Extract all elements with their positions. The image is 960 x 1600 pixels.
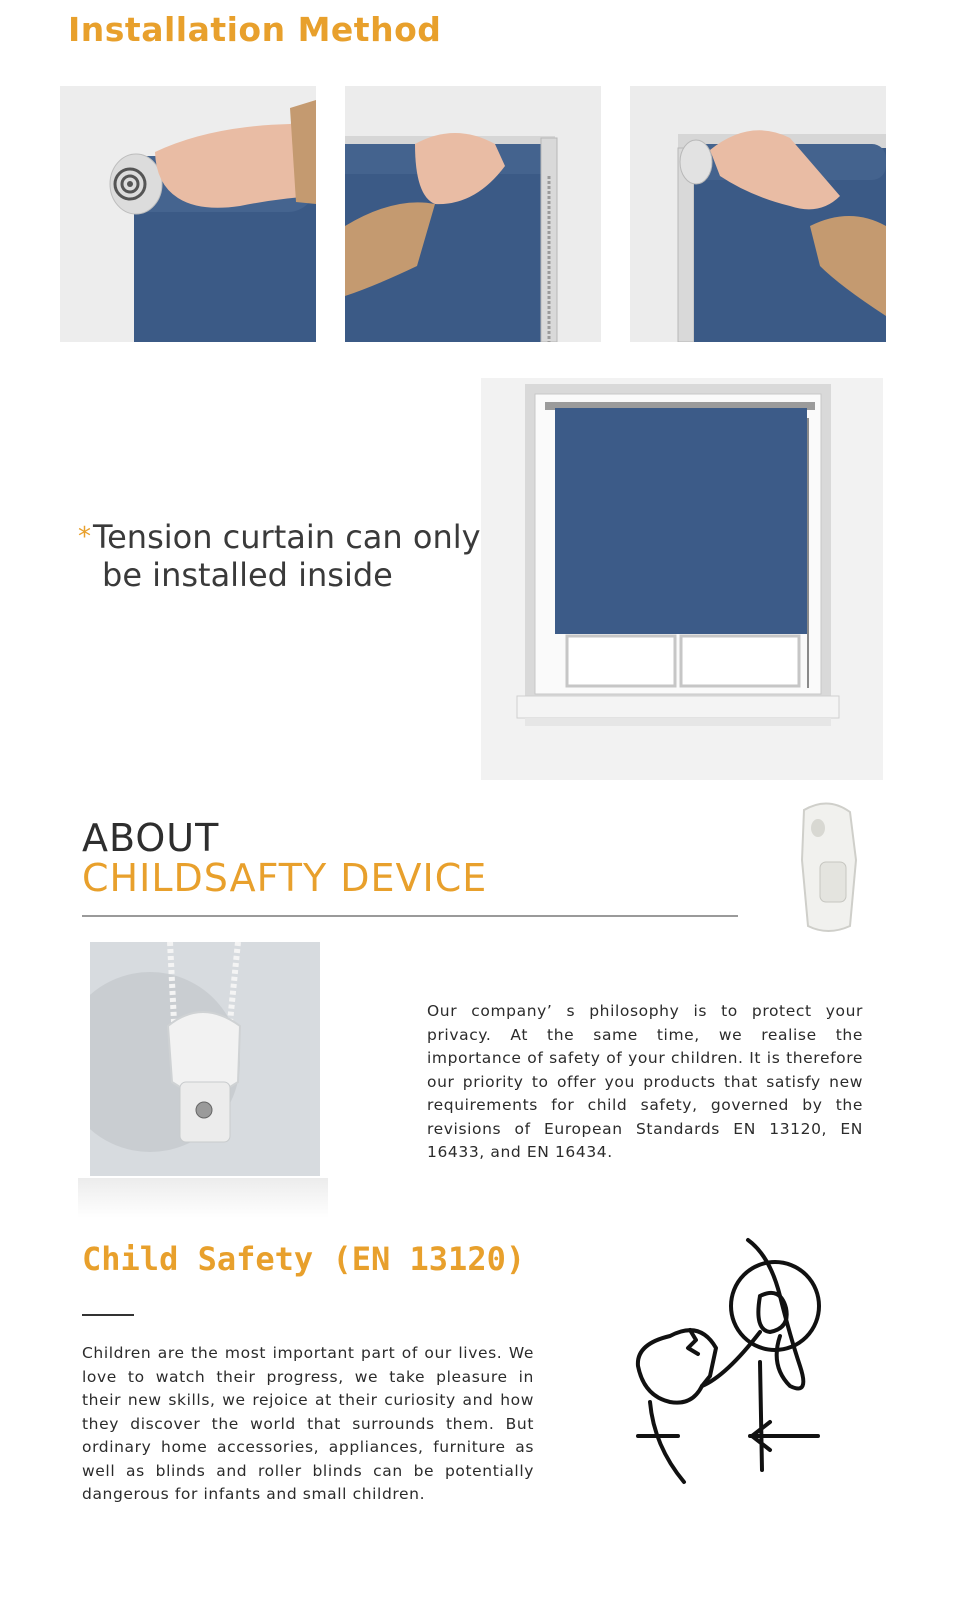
safety-clip-product-image [790,800,866,940]
philosophy-paragraph: Our company’ s philosophy is to protect your privacy. At the same time, we realise the importance of safety of your children. It is therefore our priority to offer you products that satisfy new requirements for child safety, governed by the revisions of European Standards EN 13120, EN 16433, and EN 16434. [427,1002,863,1161]
childsafety-device-heading: CHILDSAFTY DEVICE [82,856,488,900]
asterisk-marker: * [78,522,91,552]
installation-method-title: Installation Method [68,10,442,49]
photo-shadow [78,1178,328,1218]
child-cord-hazard-icon [630,1236,830,1496]
install-step-2-photo [345,86,601,342]
title-underline [82,1314,134,1316]
child-safety-paragraph: Children are the most important part of our lives. We love to watch their progress, we take pleasure in their new skills, we rejoice at their curiosity and how they discover the world that surrounds them. But ordinary home accessories, appliances, furniture as well as blinds and roller blinds can be potentially dangerous for infants and small children. [82,1344,534,1503]
install-step-3-photo [630,86,886,342]
tension-note-line2: be installed inside [102,556,393,594]
safety-clip-installed-photo [90,942,320,1176]
tension-note-line1: Tension curtain can only [93,518,481,556]
section-divider [82,915,738,917]
child-safety-title: Child Safety (EN 13120) [82,1240,526,1278]
window-blind-illustration [481,378,883,780]
tension-note [78,518,498,594]
install-step-1-photo [60,86,316,342]
about-heading: ABOUT [82,816,220,860]
